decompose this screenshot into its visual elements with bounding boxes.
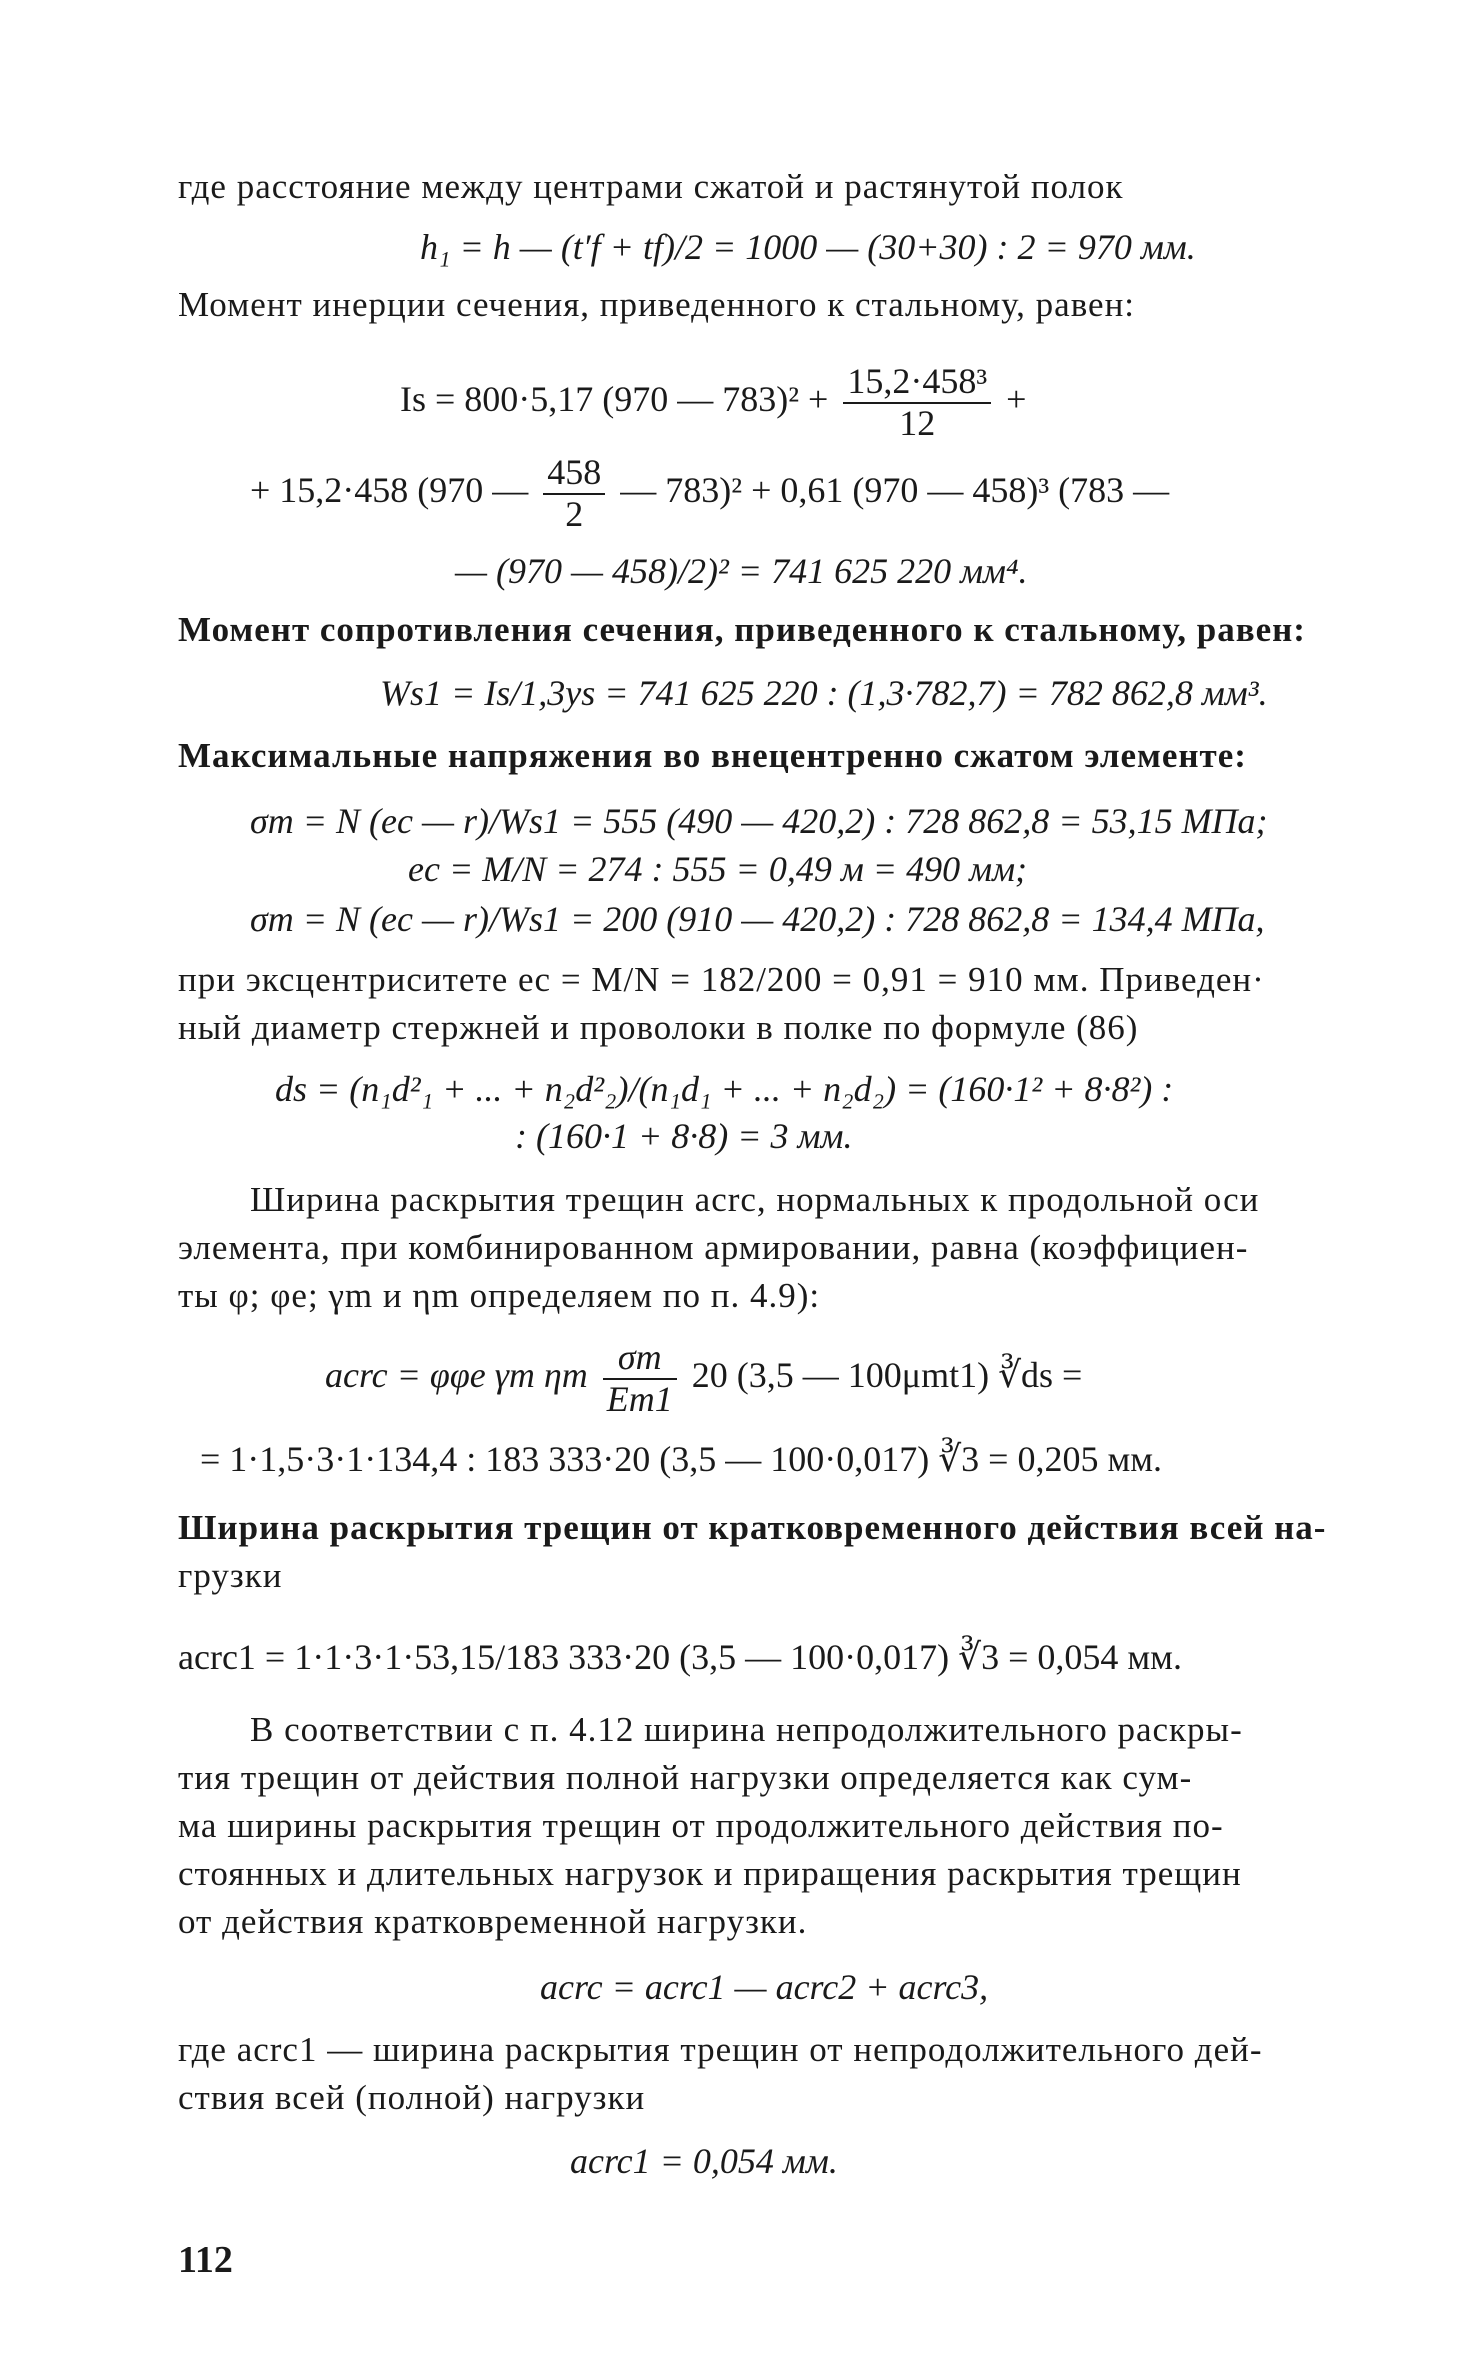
formula-sigma1: σm = N (ec — r)/Ws1 = 555 (490 — 420,2) : 728 862,8 = 53,15 МПа; [250, 801, 1268, 841]
formula-ds-cont: : (160·1 + 8·8) = 3 мм. [515, 1116, 853, 1156]
formula-part: Is = 800·5,17 (970 — 783)² + [400, 378, 829, 419]
text-line: элемента, при комбинированном армировании, равна (коэффициен- [178, 1228, 1249, 1267]
formula-part: + 15,2·458 (970 — [250, 469, 529, 510]
formula-acrc-sum: acrc = acrc1 — acrc2 + acrc3, [540, 1967, 989, 2007]
text-line: ный диаметр стержней и проволоки в полке по формуле (86) [178, 1008, 1139, 1047]
text-line: ма ширины раскрытия трещин от продолжительного действия по- [178, 1806, 1224, 1845]
fraction [603, 1338, 677, 1419]
formula-inertia-line2 [250, 453, 1169, 534]
text-line: от действия кратковременной нагрузки. [178, 1902, 808, 1941]
fraction-numerator: σm [603, 1338, 677, 1380]
fraction-numerator: 458 [543, 453, 605, 495]
fraction [843, 362, 991, 443]
text-line: Максимальные напряжения во внецентренно сжатом элементе: [178, 736, 1247, 775]
text-line: Момент инерции сечения, приведенного к стальному, равен: [178, 285, 1136, 324]
text-line: где расстояние между центрами сжатой и растянутой полок [178, 167, 1124, 206]
text-line: ствия всей (полной) нагрузки [178, 2078, 646, 2117]
fraction-denominator: Em1 [606, 1378, 673, 1419]
fraction [543, 453, 605, 534]
formula-inertia-line1 [400, 362, 1026, 443]
formula-sigma2: σm = N (ec — r)/Ws1 = 200 (910 — 420,2) : 728 862,8 = 134,4 МПа, [250, 899, 1265, 939]
formula-part: + [1006, 378, 1027, 419]
formula-part: acrc = φφe γm ηm [325, 1354, 588, 1395]
formula-acrc-value: = 1·1,5·3·1·134,4 : 183 333·20 (3,5 — 100·0,017) ∛3 = 0,205 мм. [200, 1439, 1163, 1479]
fraction-denominator: 12 [899, 402, 936, 443]
text-line: Ширина раскрытия трещин от кратковременного действия всей на- [178, 1508, 1327, 1547]
formula-part: 20 (3,5 — 100μmt1) ∛ds = [691, 1354, 1083, 1395]
formula-ec: ec = M/N = 274 : 555 = 0,49 м = 490 мм; [408, 849, 1028, 889]
text-line: при эксцентриситете ec = M/N = 182/200 = 0,91 = 910 мм. Приведен· [178, 960, 1265, 999]
formula-ds: ds = (n₁d²₁ + ... + n₂d²₂)/(n₁d₁ + ... + n₂d₂) = (160·1² + 8·8²) : [275, 1069, 1174, 1109]
text-line: Ширина раскрытия трещин acrc, нормальных к продольной оси [250, 1180, 1260, 1219]
formula-acrc1-value: acrc1 = 0,054 мм. [570, 2141, 838, 2181]
page-number: 112 [178, 2239, 233, 2281]
text-line: Момент сопротивления сечения, приведенного к стальному, равен: [178, 610, 1306, 649]
text-line: стоянных и длительных нагрузок и приращения раскрытия трещин [178, 1854, 1242, 1893]
text-line: грузки [178, 1556, 283, 1595]
fraction-numerator: 15,2·458³ [843, 362, 991, 404]
text-line: тия трещин от действия полной нагрузки определяется как сум- [178, 1758, 1193, 1797]
formula-acrc1: acrc1 = 1·1·3·1·53,15/183 333·20 (3,5 — 100·0,017) ∛3 = 0,054 мм. [178, 1637, 1182, 1677]
fraction-denominator: 2 [565, 493, 584, 534]
formula-inertia-line3: — (970 — 458)/2)² = 741 625 220 мм⁴. [455, 551, 1028, 591]
text-line: ты φ; φe; γm и ηm определяем по п. 4.9): [178, 1276, 821, 1315]
formula-h1: h₁ = h — (t′f + tf)/2 = 1000 — (30+30) : 2 = 970 мм. [420, 227, 1196, 267]
text-line: В соответствии с п. 4.12 ширина непродолжительного раскры- [250, 1710, 1243, 1749]
text-line: где acrc1 — ширина раскрытия трещин от непродолжительного дей- [178, 2030, 1263, 2069]
formula-part: — 783)² + 0,61 (970 — 458)³ (783 — [620, 469, 1170, 510]
formula-ws1: Ws1 = Is/1,3ys = 741 625 220 : (1,3·782,7) = 782 862,8 мм³. [380, 673, 1268, 713]
formula-acrc [325, 1338, 1082, 1419]
